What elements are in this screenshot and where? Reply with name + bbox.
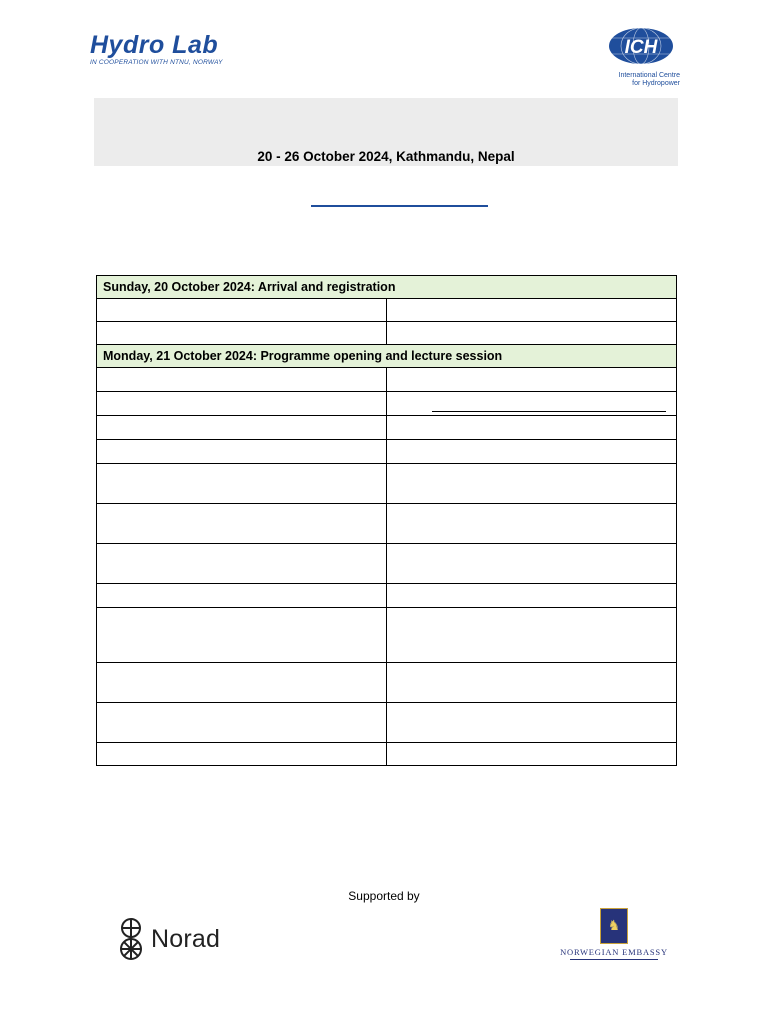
day1-heading: Sunday, 20 October 2024: Arrival and registration <box>97 276 677 299</box>
hyperlink-underline[interactable] <box>311 205 488 207</box>
activity-cell <box>387 608 677 663</box>
ich-logo <box>606 26 680 88</box>
table-row <box>97 464 677 504</box>
time-cell <box>97 743 387 766</box>
day-header-row <box>97 276 677 299</box>
table-row <box>97 440 677 464</box>
norad-wordmark: Norad <box>151 924 221 953</box>
time-cell <box>97 584 387 608</box>
time-cell <box>97 299 387 322</box>
activity-cell <box>387 440 677 464</box>
table-row <box>97 504 677 544</box>
table-row <box>97 544 677 584</box>
title-banner <box>94 98 678 166</box>
norad-emblem-icon <box>116 917 146 961</box>
table-row <box>97 368 677 392</box>
activity-cell <box>387 322 677 345</box>
time-cell <box>97 368 387 392</box>
table-row <box>97 322 677 345</box>
coat-of-arms-icon: ♞ <box>600 908 628 944</box>
time-cell <box>97 544 387 584</box>
table-row <box>97 299 677 322</box>
activity-cell <box>387 584 677 608</box>
activity-cell <box>387 504 677 544</box>
activity-cell <box>387 416 677 440</box>
activity-cell <box>387 663 677 703</box>
time-cell <box>97 440 387 464</box>
activity-cell <box>387 299 677 322</box>
time-cell <box>97 504 387 544</box>
activity-cell <box>387 743 677 766</box>
activity-cell <box>387 464 677 504</box>
norwegian-embassy-logo <box>558 908 670 960</box>
time-cell <box>97 416 387 440</box>
embassy-label: NORWEGIAN EMBASSY <box>560 947 668 957</box>
time-cell <box>97 608 387 663</box>
table-row <box>97 584 677 608</box>
activity-cell <box>387 703 677 743</box>
activity-cell <box>387 544 677 584</box>
time-cell <box>97 464 387 504</box>
time-cell <box>97 392 387 416</box>
ich-name-line1: International Centre <box>618 72 680 79</box>
ich-name-line2: for Hydropower <box>632 80 680 87</box>
hydro-lab-tagline: IN COOPERATION WITH NTNU, NORWAY <box>90 59 223 66</box>
table-row <box>97 663 677 703</box>
time-cell <box>97 703 387 743</box>
day-header-row <box>97 345 677 368</box>
underlined-blank <box>432 411 666 412</box>
event-date-location: 20 - 26 October 2024, Kathmandu, Nepal <box>257 149 515 164</box>
embassy-rule <box>570 959 658 960</box>
time-cell <box>97 322 387 345</box>
table-row <box>97 703 677 743</box>
time-cell <box>97 663 387 703</box>
table-row <box>97 743 677 766</box>
supported-by-label: Supported by <box>348 889 420 903</box>
table-row <box>97 608 677 663</box>
table-row <box>97 416 677 440</box>
schedule-table <box>96 275 677 766</box>
ich-acronym: ICH <box>624 37 658 58</box>
hydro-lab-name: Hydro Lab <box>90 31 219 59</box>
hydro-lab-logo <box>90 32 223 66</box>
day2-heading: Monday, 21 October 2024: Programme opening and lecture session <box>97 345 677 368</box>
ich-globe-icon <box>606 26 676 66</box>
norad-logo <box>116 917 220 961</box>
activity-cell <box>387 368 677 392</box>
